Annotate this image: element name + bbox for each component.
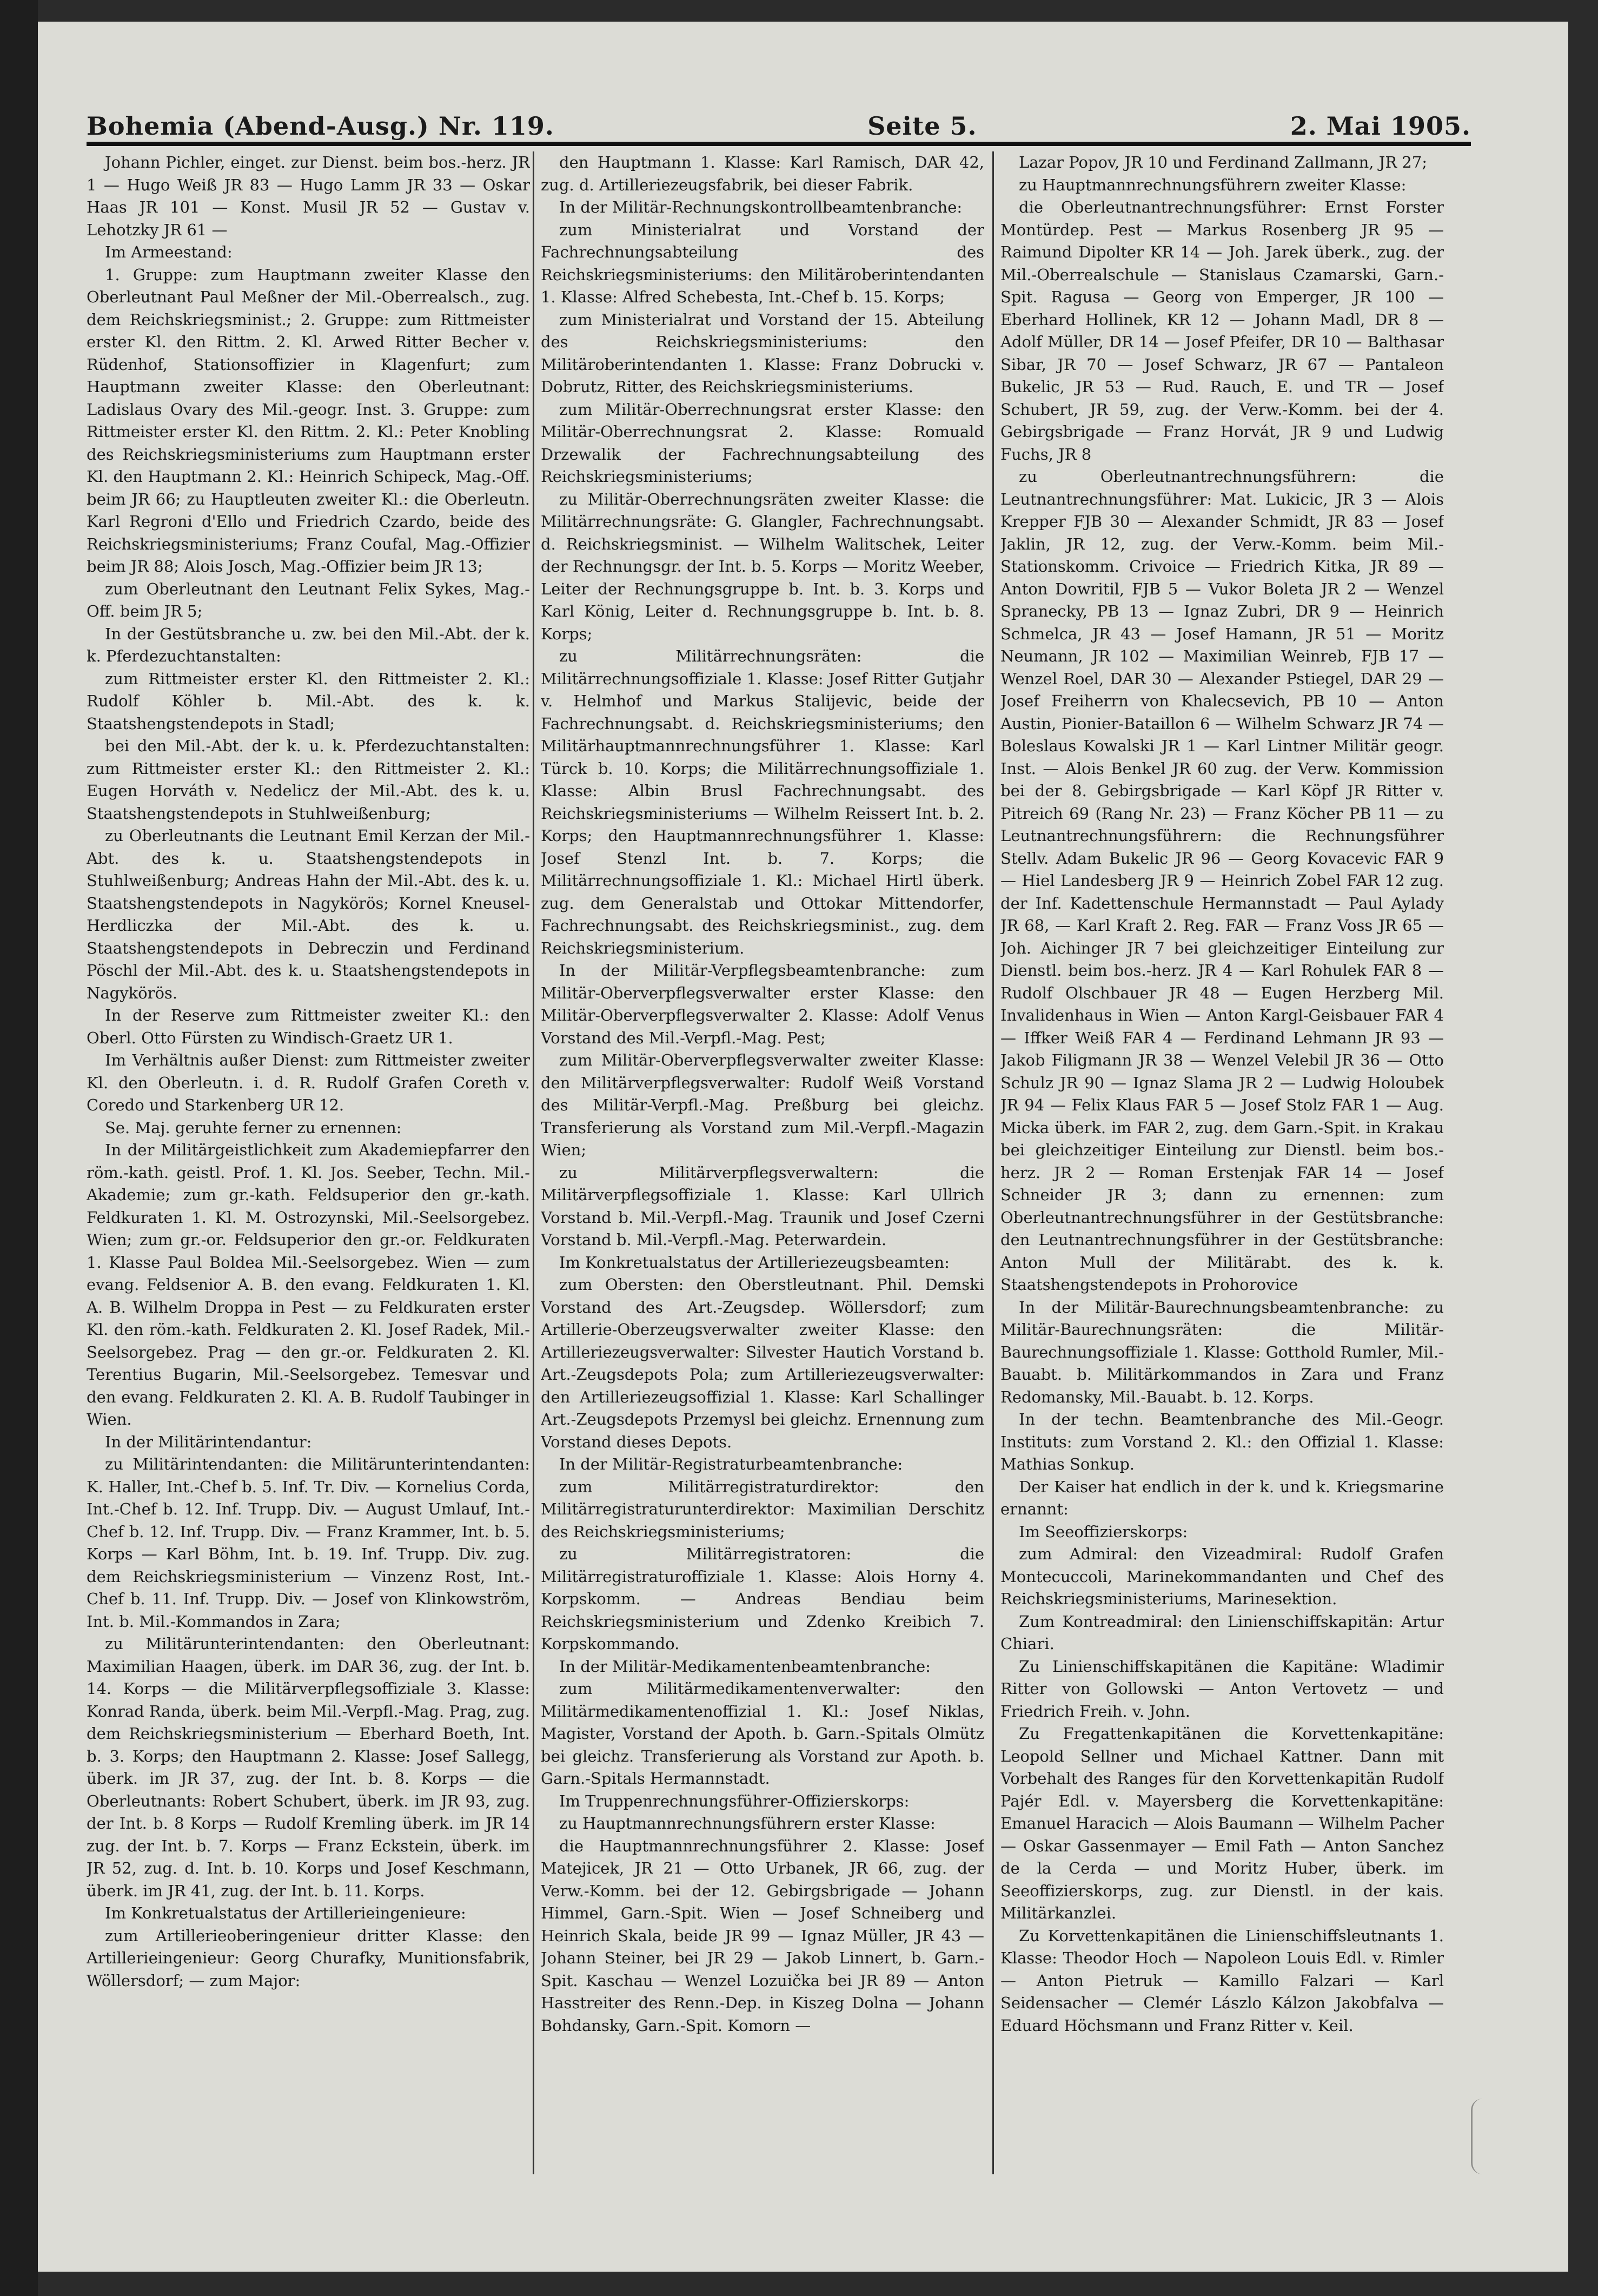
paragraph: In der Militär-Registraturbeamtenbranche: — [559, 1455, 903, 1473]
masthead-page-number: Seite 5. — [867, 111, 977, 141]
paragraph: In der techn. Beamtenbranche des Mil.-Geogr. Instituts: zum Vorstand 2. Kl.: den Offizial 1. Klasse: Mathias Sonkup. — [1000, 1410, 1444, 1473]
paragraph: zum Obersten: den Oberstleutnant. Phil. Demski Vorstand des Art.-Zeugsdep. Wöllersdorf; zum Artillerie-Oberzeugsverwalter zweiter Klasse: den Artilleriezeugsverwalter: Silvester Hautich Vorstand b. Art.-Zeugsdepots Pola; zum Artilleriezeugsverwalter: den Artilleriezeugsoffizial 1. Klasse: Karl Schallinger Art.-Zeugsdepots Przemysl bei gleichz. Ernennung zum Vorstand dieses Depots. — [541, 1275, 984, 1451]
paragraph: zu Militär-Oberrechnungsräten zweiter Klasse: die Militärrechnungsräte: G. Glangler, Fachrechnungsabt. d. Reichskriegsminist. — Wilhelm Walitschek, Leiter der Rechnungsgr. der Int. b. 5. Korps — Moritz Weeber, Leiter der Rechnungsgruppe b. Int. b. 3. Korps und Karl König, Leiter d. Rechnungsgruppe b. Int. b. 8. Korps; — [541, 489, 984, 643]
paragraph: zum Militär-Oberverpflegsverwalter zweiter Klasse: den Militärverpflegsverwalter: Rudolf Weiß Vorstand des Militär-Verpfl.-Mag. Preßburg bei gleichz. Transferierung als Vorstand zum Mil.-Verpfl.-Magazin Wien; — [541, 1051, 984, 1159]
paragraph: Se. Maj. geruhte ferner zu ernennen: — [105, 1118, 402, 1137]
paragraph: Der Kaiser hat endlich in der k. und k. Kriegsmarine ernannt: — [1000, 1477, 1444, 1518]
column-divider — [992, 151, 994, 2174]
masthead-publication: Bohemia (Abend-Ausg.) Nr. 119. — [87, 111, 554, 141]
paragraph: zum Militärregistraturdirektor: den Militärregistraturunterdirektor: Maximilian Derschitz des Reichskriegsministeriums; — [541, 1477, 984, 1541]
paragraph: zu Militärrechnungsräten: die Militärrechnungsoffiziale 1. Klasse: Josef Ritter Gutjahr v. Helmhof und Markus Stalijevic, beide der Fachrechnungsabt. d. Reichskriegsministeriums; den Militärhauptmannrechnungsführer 1. Klasse: Karl Türck b. 10. Korps; die Militärrechnungsoffiziale 1. Klasse: Albin Brusl Fachrechnungsabt. des Reichskriegsministeriums — Wilhelm Reissert Int. b. 2. Korps; den Hauptmannrechnungsführer 1. Klasse: Josef Stenzl Int. b. 7. Korps; die Militärrechnungsoffiziale 1. Kl.: Michael Hirtl überk. zug. dem Generalstab und Ottokar Mittendorfer, Fachrechnungsabt. des Reichskriegsminist., zug. dem Reichskriegsministerium. — [541, 647, 984, 957]
paragraph: Zu Fregattenkapitänen die Korvettenkapitäne: Leopold Sellner und Michael Kattner. Dann mit Vorbehalt des Ranges für den Korvettenkapitän Rudolf Pajér Edl. v. Mayersberg die Korvettenkapitäne: Emanuel Haracich — Alois Baumann — Wilhelm Pacher — Oskar Gassenmayer — Emil Fath — Anton Sanchez de la Cerda — und Moritz Huber, überk. im Seeoffizierskorps, zug. zur Dienstl. in der kais. Militärkanzlei. — [1000, 1724, 1444, 1922]
paragraph: zum Rittmeister erster Kl. den Rittmeister 2. Kl.: Rudolf Köhler b. Mil.-Abt. des k. k. Staatshengstendepots in Stadl; — [87, 669, 530, 733]
paragraph: die Oberleutnantrechnungsführer: Ernst Forster Montürdep. Pest — Markus Rosenberg JR 95 — Raimund Dipolter KR 14 — Joh. Jarek überk., zug. der Mil.-Oberrealschule — Stanislaus Czamarski, Garn.-Spit. Ragusa — Georg von Emperger, JR 100 — Eberhard Hollinek, KR 12 — Johann Madl, DR 8 — Adolf Müller, DR 14 — Josef Pfeifer, DR 10 — Balthasar Sibar, JR 70 — Josef Schwarz, JR 67 — Pantaleon Bukelic, JR 53 — Rud. Rauch, E. und TR — Josef Schubert, JR 59, zug. der Verw.-Komm. bei der 4. Gebirgsbrigade — Franz Horvát, JR 9 und Ludwig Fuchs, JR 8 — [1000, 198, 1444, 464]
paragraph: zum Militär-Oberrechnungsrat erster Klasse: den Militär-Oberrechnungsrat 2. Klasse: Romuald Drzewalik der Fachrechnungsabteilung des Reichskriegsministeriums; — [541, 400, 984, 486]
paragraph: Im Konkretualstatus der Artillerieingenieure: — [105, 1904, 466, 1922]
paragraph: Zu Korvettenkapitänen die Linienschiffsleutnants 1. Klasse: Theodor Hoch — Napoleon Louis Edl. v. Rimler — Anton Pietruk — Kamillo Falzari — Karl Seidensacher — Clemér Lászlo Kálzon Jakobfalva — Eduard Höchsmann und Franz Ritter v. Keil. — [1000, 1926, 1444, 2035]
paragraph: zu Militärintendanten: die Militärunterintendanten: K. Haller, Int.-Chef b. 5. Inf. Tr. Div. — Kornelius Corda, Int.-Chef b. 12. Inf. Trupp. Div. — August Umlauf, Int.-Chef b. 12. Inf. Trupp. Div. — Franz Krammer, Int. b. 5. Korps — Karl Böhm, Int. b. 19. Inf. Trupp. Div. zug. dem Reichskriegsministerium — Vinzenz Rost, Int.-Chef b. 11. Inf. Trupp. Div. — Josef von Klinkowström, Int. b. Mil.-Kommandos in Zara; — [87, 1455, 530, 1631]
paragraph: zu Militärregistratoren: die Militärregistraturoffiziale 1. Klasse: Alois Horny 4. Korpskomm. — Andreas Bendiau beim Reichskriegsministerium und Zdenko Kreibich 7. Korpskommando. — [541, 1545, 984, 1653]
paragraph: Im Truppenrechnungsführer-Offizierskorps: — [559, 1791, 910, 1810]
paragraph: 1. Gruppe: zum Hauptmann zweiter Klasse den Oberleutnant Paul Meßner der Mil.-Oberrealsch., zug. dem Reichskriegsminist.; 2. Gruppe: zum Rittmeister erster Kl. den Rittm. 2. Kl. Arwed Ritter Becher v. Rüdenhof, Stationsoffizier in Klagenfurt; zum Hauptmann zweiter Klasse: den Oberleutnant: Ladislaus Ovary des Mil.-geogr. Inst. 3. Gruppe: zum Rittmeister erster Kl. den Rittm. 2. Kl.: Peter Knobling des Reichskriegsministeriums zum Hauptmann erster Kl. den Hauptmann 2. Kl.: Heinrich Schipeck, Mag.-Off. beim JR 66; zu Hauptleuten zweiter Kl.: die Oberleutn. Karl Regroni d'Ello und Friedrich Czardo, beide des Reichskriegsministeriums; Franz Coufal, Mag.-Offizier beim JR 88; Alois Josch, Mag.-Offizier beim JR 13; — [87, 265, 530, 575]
paragraph: Im Seeoffizierskorps: — [1019, 1522, 1188, 1541]
paragraph: Zum Kontreadmiral: den Linienschiffskapitän: Artur Chiari. — [1000, 1612, 1444, 1653]
paragraph: In der Militär-Medikamentenbeamtenbranche: — [559, 1657, 931, 1676]
text-column-3 — [1000, 151, 1444, 2185]
paragraph: zu Militärverpflegsverwaltern: die Militärverpflegsoffiziale 1. Klasse: Karl Ullrich Vorstand b. Mil.-Verpfl.-Mag. Traunik und Josef Czerni Vorstand b. Mil.-Verpfl.-Mag. Peterwardein. — [541, 1163, 984, 1249]
paragraph: Lazar Popov, JR 10 und Ferdinand Zallmann, JR 27; — [1019, 153, 1428, 171]
paragraph: Zu Linienschiffskapitänen die Kapitäne: Wladimir Ritter von Gollowski — Anton Vertovetz — und Friedrich Freih. v. John. — [1000, 1657, 1444, 1721]
paragraph: die Hauptmannrechnungsführer 2. Klasse: Josef Matejicek, JR 21 — Otto Urbanek, JR 66, zug. der Verw.-Komm. bei der 12. Gebirgsbrigade — Johann Himmel, Garn.-Spit. Wien — Josef Schneiberg und Heinrich Skala, beide JR 99 — Ignaz Müller, JR 43 — Johann Steiner, bei JR 29 — Jakob Linnert, b. Garn.-Spit. Kaschau — Wenzel Lozuička bei JR 89 — Anton Hasstreiter des Renn.-Dep. in Kiszeg Dolna — Johann Bohdansky, Garn.-Spit. Komorn — — [541, 1836, 984, 2035]
paragraph: zu Oberleutnantrechnungsführern: die Leutnantrechnungsführer: Mat. Lukicic, JR 3 — Alois Krepper FJB 30 — Alexander Schmidt, JR 83 — Josef Jaklin, JR 12, zug. der Verw.-Komm. beim Mil.-Stationskomm. Crivoice — Friedrich Kitka, JR 89 — Anton Dowritil, FJB 5 — Vukor Boleta JR 2 — Wenzel Spranecky, PB 13 — Ignaz Zubri, DR 9 — Heinrich Schmelca, JR 43 — Josef Hamann, JR 51 — Moritz Neumann, JR 102 — Maximilian Weinreb, FJB 17 — Wenzel Roel, DAR 30 — Alexander Pstiegel, DAR 29 — Josef Freiherrn von Khalecsevich, PB 10 — Anton Austin, Pionier-Bataillon 6 — Wilhelm Schwarz JR 74 — Boleslaus Kowalski JR 1 — Karl Lintner Militär geogr. Inst. — Alois Benkel JR 60 zug. der Verw. Kommission bei der 8. Gebirgsbrigade — Karl Köpf JR Ritter v. Pitreich 69 (Rang Nr. 23) — Franz Köcher PB 11 — zu Leutnantrechnungsführern: die Rechnungsführer Stellv. Adam Bukelic JR 96 — Georg Kovacevic FAR 9 — Hiel Landesberg JR 9 — Heinrich Zobel FAR 12 zug. der Inf. Kadettenschule Hermannstadt — Paul Aylady JR 68, — Karl Kraft 2. Reg. FAR — Franz Voss JR 65 — Joh. Aichinger JR 7 bei gleichzeitiger Einteilung zur Dienstl. beim bos.-herz. JR 4 — Karl Rohulek FAR 8 — Rudolf Olschbauer JR 48 — Eugen Herzberg Mil. Invalidenhaus in Wien — Anton Kargl-Geisbauer FAR 4 — Iffker Weiß FAR 4 — Ferdinand Lehmann JR 93 — Jakob Filigmann JR 38 — Wenzel Velebil JR 36 — Otto Schulz JR 90 — Ignaz Slama JR 2 — Ludwig Holoubek JR 94 — Felix Klaus FAR 5 — Josef Stolz FAR 1 — Aug. Micka überk. im FAR 2, zug. dem Garn.-Spit. in Krakau bei gleichzeitiger Einteilung zur Dienstl. beim bos.-herz. JR 2 — Roman Erstenjak FAR 14 — Josef Schneider JR 3; dann zu ernennen: zum Oberleutnantrechnungsführer in der Gestütsbranche: den Leutnantrechnungsführer in der Gestütsbranche: Anton Mull der Militärabt. des k. k. Staatshengstendepots in Prohorovice — [1000, 467, 1444, 1294]
paragraph: den Hauptmann 1. Klasse: Karl Ramisch, DAR 42, zug. d. Artilleriezeugsfabrik, bei dieser Fabrik. — [541, 153, 984, 194]
paragraph: zum Admiral: den Vizeadmiral: Rudolf Grafen Montecuccoli, Marinekommandanten und Chef des Reichskriegsministeriums, Marinesektion. — [1000, 1545, 1444, 1608]
column-divider — [533, 151, 534, 2174]
scan-edge — [0, 0, 38, 2296]
paragraph: Im Verhältnis außer Dienst: zum Rittmeister zweiter Kl. den Oberleutn. i. d. R. Rudolf Grafen Coreth v. Coredo und Starkenberg UR 12. — [87, 1051, 530, 1114]
paragraph: zum Ministerialrat und Vorstand der 15. Abteilung des Reichskriegsministeriums: den Militäroberintendanten 1. Klasse: Franz Dobrucki v. Dobrutz, Ritter, des Reichskriegsministeriums. — [541, 310, 984, 396]
paragraph: Im Armeestand: — [105, 243, 233, 261]
header-rule — [87, 142, 1471, 146]
masthead-date: 2. Mai 1905. — [1290, 111, 1471, 141]
paragraph: Johann Pichler, einget. zur Dienst. beim bos.-herz. JR 1 — Hugo Weiß JR 83 — Hugo Lamm JR 33 — Oskar Haas JR 101 — Konst. Musil JR 52 — Gustav v. Lehotzky JR 61 — — [87, 153, 530, 239]
paragraph: Im Konkretualstatus der Artilleriezeugsbeamten: — [559, 1253, 950, 1272]
paragraph: In der Militär-Baurechnungsbeamtenbranche: zu Militär-Baurechnungsräten: die Militär-Baurechnungsoffiziale 1. Klasse: Gotthold Rumler, Mil.-Bauabt. b. Militärkommandos in Zara und Franz Redomansky, Mil.-Bauabt. b. 12. Korps. — [1000, 1298, 1444, 1406]
paragraph: zu Hauptmannrechnungsführern erster Klasse: — [559, 1814, 936, 1832]
pencil-mark — [1471, 2099, 1494, 2174]
paragraph: zum Oberleutnant den Leutnant Felix Sykes, Mag.-Off. beim JR 5; — [87, 579, 530, 620]
paragraph: In der Gestütsbranche u. zw. bei den Mil.-Abt. der k. k. Pferdezuchtanstalten: — [87, 624, 530, 665]
paragraph: zu Oberleutnants die Leutnant Emil Kerzan der Mil.-Abt. des k. u. Staatshengstendepots in Stuhlweißenburg; Andreas Hahn der Mil.-Abt. des k. u. Staatshengstendepots in Nagykörös; Kornel Kneusel-Herdliczka der Mil.-Abt. des k. u. Staatshengstendepots in Debreczin und Ferdinand Pöschl der Mil.-Abt. des k. u. Staatshengstendepots in Nagykörös. — [87, 826, 530, 1002]
text-column-1 — [87, 151, 530, 2185]
paragraph: In der Reserve zum Rittmeister zweiter Kl.: den Oberl. Otto Fürsten zu Windisch-Graetz UR 1. — [87, 1006, 530, 1047]
paragraph: In der Militär-Rechnungskontrollbeamtenbranche: — [559, 198, 963, 216]
text-column-2 — [541, 151, 984, 2185]
paragraph: In der Militärgeistlichkeit zum Akademiepfarrer den röm.-kath. geistl. Prof. 1. Kl. Jos. Seeber, Techn. Mil.-Akademie; zum gr.-kath. Feldsuperior den gr.-kath. Feldkuraten 1. Kl. M. Ostrozynski, Mil.-Seelsorgebez. Wien; zum gr.-or. Feldsuperior den gr.-or. Feldkuraten 1. Klasse Paul Boldea Mil.-Seelsorgebez. Wien — zum evang. Feldsenior A. B. den evang. Feldkuraten 1. Kl. A. B. Wilhelm Droppa in Pest — zu Feldkuraten erster Kl. den röm.-kath. Feldkuraten 2. Kl. Josef Radek, Mil.-Seelsorgebez. Prag — den gr.-or. Feldkuraten 2. Kl. Terentius Bugarin, Mil.-Seelsorgebez. Temesvar und den evang. Feldkuraten 2. Kl. A. B. Rudolf Taubinger in Wien. — [87, 1141, 530, 1428]
paragraph: zu Hauptmannrechnungsführern zweiter Klasse: — [1019, 175, 1407, 194]
paragraph: zu Militärunterintendanten: den Oberleutnant: Maximilian Haagen, überk. im DAR 36, zug. der Int. b. 14. Korps — die Militärverpflegsoffiziale 3. Klasse: Konrad Randa, überk. beim Mil.-Verpfl.-Mag. Prag, zug. dem Reichskriegsministerium — Eberhard Boeth, Int. b. 3. Korps; den Hauptmann 2. Klasse: Josef Sallegg, überk. im JR 37, zug. der Int. b. 8. Korps — die Oberleutnants: Robert Schubert, überk. im JR 93, zug. der Int. b. 8 Korps — Rudolf Kremling überk. im JR 14 zug. der Int. b. 7. Korps — Franz Eckstein, überk. im JR 52, zug. d. Int. b. 10. Korps und Josef Keschmann, überk. im JR 41, zug. der Int. b. 11. Korps. — [87, 1635, 530, 1900]
masthead — [87, 97, 1471, 141]
paragraph: zum Artillerieoberingenieur dritter Klasse: den Artillerieingenieur: Georg Churafky, Munitionsfabrik, Wöllersdorf; — zum Major: — [87, 1926, 530, 1990]
paragraph: In der Militärintendantur: — [105, 1432, 312, 1451]
paragraph: In der Militär-Verpflegsbeamtenbranche: zum Militär-Oberverpflegsverwalter erster Klasse: den Militär-Oberverpflegsverwalter 2. Klasse: Adolf Venus Vorstand des Mil.-Verpfl.-Mag. Pest; — [541, 961, 984, 1047]
paragraph: bei den Mil.-Abt. der k. u. k. Pferdezuchtanstalten: zum Rittmeister erster Kl.: den Rittmeister 2. Kl.: Eugen Horváth v. Nedelicz der Mil.-Abt. des k. u. Staatshengstendepots in Stuhlweißenburg; — [87, 737, 530, 823]
paragraph: zum Militärmedikamentenverwalter: den Militärmedikamentenoffizial 1. Kl.: Josef Niklas, Magister, Vorstand der Apoth. b. Garn.-Spitals Olmütz bei gleichz. Transferierung als Vorstand zur Apoth. b. Garn.-Spitals Hermannstadt. — [541, 1679, 984, 1788]
paragraph: zum Ministerialrat und Vorstand der Fachrechnungsabteilung des Reichskriegsministeriums: den Militäroberintendanten 1. Klasse: Alfred Schebesta, Int.-Chef b. 15. Korps; — [541, 220, 984, 306]
